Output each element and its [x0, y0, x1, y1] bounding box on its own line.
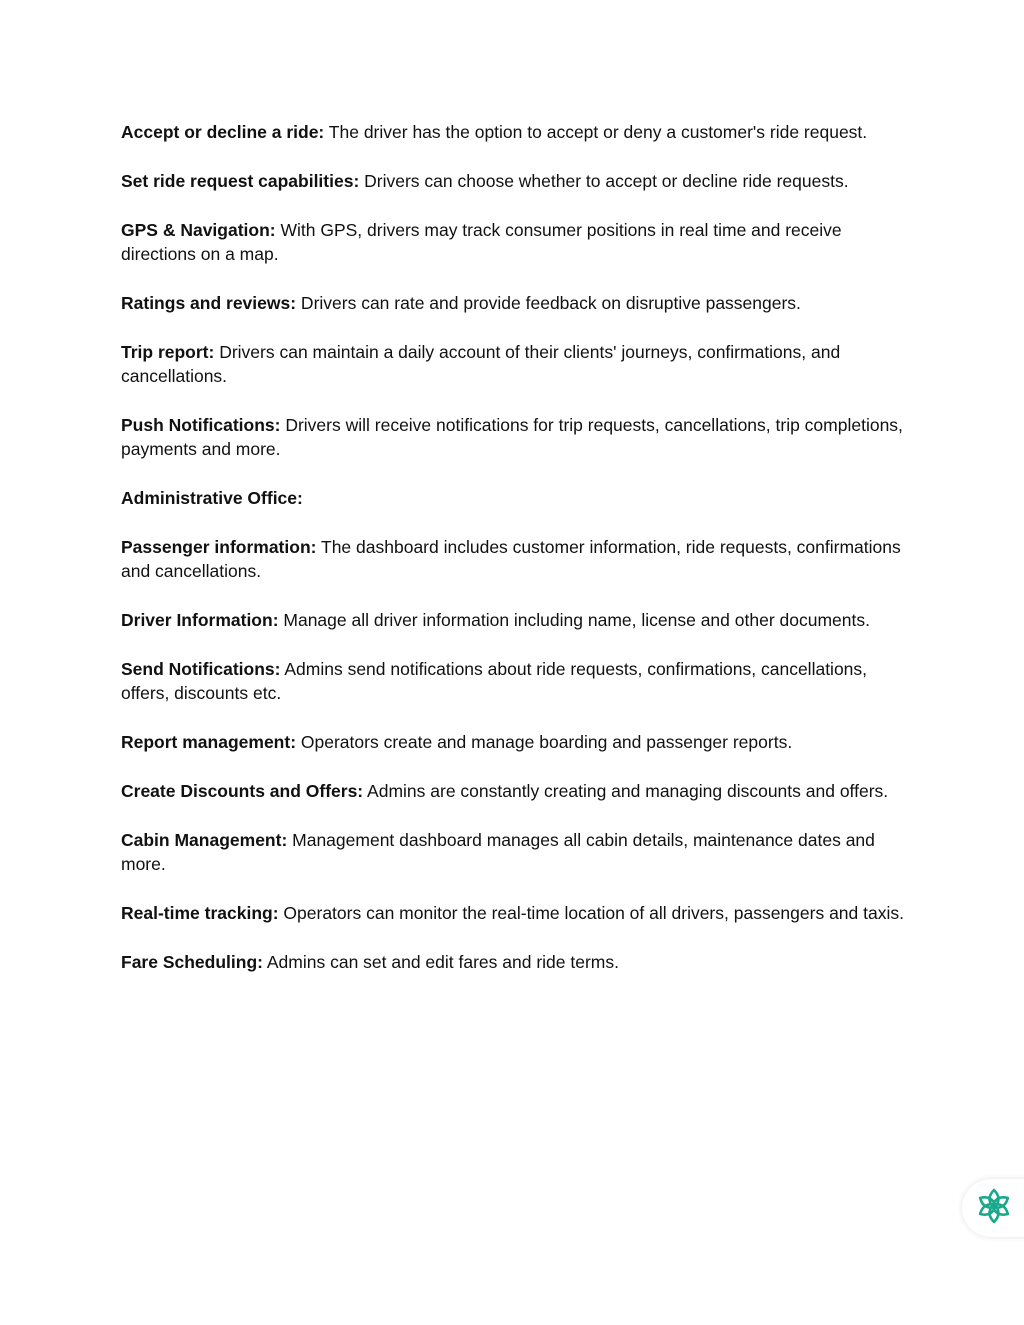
feature-term: Trip report:: [121, 341, 215, 362]
feature-desc: Operators create and manage boarding and passenger reports.: [296, 732, 793, 752]
feature-desc: Drivers can maintain a daily account of their clients' journeys, confirmations, and cancellations.: [121, 341, 841, 386]
feature-term: Accept or decline a ride:: [121, 122, 325, 142]
feature-item-cabin-management: [121, 828, 911, 877]
feature-desc: Manage all driver information including name, license and other documents.: [278, 610, 870, 630]
feature-term: Driver Information:: [121, 610, 279, 630]
feature-item-send-notifications: [121, 657, 911, 706]
section-heading-administrative-office: [121, 486, 911, 510]
feature-desc: Drivers can rate and provide feedback on disruptive passengers.: [296, 292, 801, 313]
feature-desc: Admins send notifications about ride requests, confirmations, cancellations, offers, discounts etc.: [121, 658, 868, 704]
feature-term: Ratings and reviews:: [121, 292, 297, 313]
feature-item-passenger-info: [121, 535, 911, 584]
feature-desc: Drivers will receive notifications for trip requests, cancellations, trip completions, payments and more.: [121, 414, 903, 460]
feature-term: Send Notifications:: [121, 658, 281, 679]
ai-assistant-knot-icon: [974, 1186, 1014, 1231]
feature-item-report-management: [121, 730, 911, 754]
feature-desc: Admins can set and edit fares and ride terms.: [262, 951, 619, 972]
feature-desc: The dashboard includes customer information, ride requests, confirmations and cancellations.: [121, 536, 901, 582]
document-page: [121, 120, 911, 998]
feature-term: Report management:: [121, 732, 297, 752]
feature-item-driver-info: [121, 608, 911, 632]
feature-item-fare-scheduling: [121, 950, 911, 974]
feature-item-ride-request: [121, 169, 911, 193]
assistant-button[interactable]: [962, 1179, 1024, 1237]
feature-item-real-time-tracking: [121, 901, 911, 925]
feature-desc: Admins are constantly creating and managing discounts and offers.: [363, 780, 889, 801]
feature-desc: The driver has the option to accept or deny a customer's ride request.: [324, 122, 868, 142]
feature-item-ratings: [121, 291, 911, 315]
feature-desc: Operators can monitor the real-time location of all drivers, passengers and taxis.: [278, 902, 904, 923]
feature-term: Passenger information:: [121, 536, 317, 557]
feature-desc: With GPS, drivers may track consumer positions in real time and receive directions on a map.: [121, 219, 842, 264]
feature-term: Create Discounts and Offers:: [121, 780, 364, 801]
feature-item-accept-decline: [121, 120, 911, 144]
feature-desc: Management dashboard manages all cabin details, maintenance dates and more.: [121, 829, 875, 874]
feature-item-push-notifications: [121, 413, 911, 462]
feature-term: GPS & Navigation:: [121, 219, 276, 240]
feature-term: Real-time tracking:: [121, 902, 279, 923]
feature-term: Fare Scheduling:: [121, 951, 263, 972]
feature-desc: Drivers can choose whether to accept or decline ride requests.: [359, 170, 849, 191]
feature-term: Set ride request capabilities:: [121, 170, 360, 191]
feature-term: Cabin Management:: [121, 829, 288, 850]
feature-term: Push Notifications:: [121, 414, 281, 435]
feature-item-gps: [121, 218, 911, 267]
feature-item-trip-report: [121, 340, 911, 389]
section-heading: Administrative Office:: [121, 488, 303, 508]
feature-item-discounts-offers: [121, 779, 911, 803]
